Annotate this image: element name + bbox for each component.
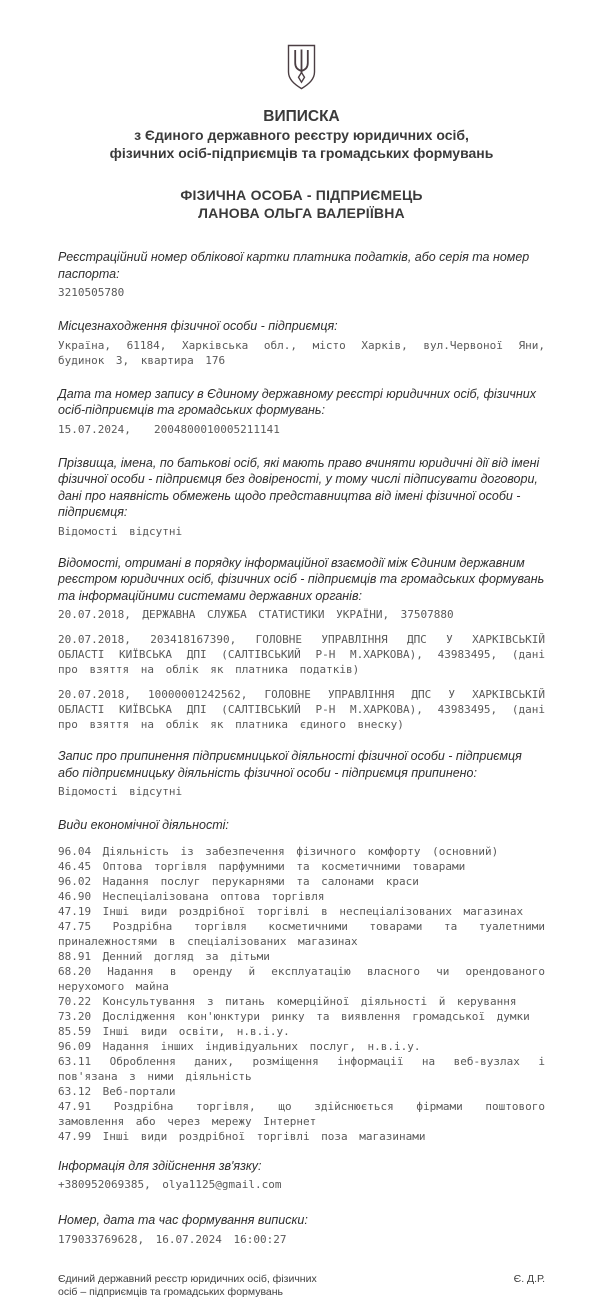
activity-item: 47.91 Роздрібна торгівля, що здійснюється фірмами поштового замовлення або через мережу Інтернет	[58, 1099, 545, 1128]
interagency-record: 20.07.2018, 10000001242562, ГОЛОВНЕ УПРАВЛІННЯ ДПС У ХАРКІВСЬКІЙ ОБЛАСТІ КИЇВСЬКА ДПІ (САЛТІВСЬКИЙ Р-Н М.ХАРКОВА), 43983495, (дані про взяття на облік як платника єдиного внеску)	[58, 688, 545, 731]
section-record-date-number	[58, 386, 545, 437]
section-tax-id	[58, 249, 545, 300]
activity-item: 70.22 Консультування з питань комерційної діяльності й керування	[58, 994, 517, 1008]
emblem-container	[58, 44, 545, 95]
activity-item: 88.91 Денний догляд за дітьми	[58, 949, 270, 963]
activity-item: 85.59 Інші види освіти, н.в.і.у.	[58, 1024, 290, 1038]
activity-item: 47.75 Роздрібна торгівля косметичними товарами та туалетними приналежностями в спеціалізованих магазинах	[58, 919, 545, 948]
contact-info-label: Інформація для здійснення зв'язку:	[58, 1158, 262, 1173]
record-date-value: 15.07.2024, 2004800010005211141	[58, 422, 280, 436]
record-date-label: Дата та номер запису в Єдиному державному реєстрі юридичних осіб, фізичних осіб-підприємців та громадських формувань:	[58, 386, 536, 417]
document-subtitle-line1: з Єдиного державного реєстру юридичних осіб,	[134, 127, 469, 143]
section-authorized-persons	[58, 455, 545, 539]
economic-activities-list	[58, 844, 545, 1144]
activity-item: 63.11 Оброблення даних, розміщення інформації на веб-вузлах і пов'язана з ними діяльність	[58, 1054, 545, 1083]
section-extract-number	[58, 1212, 545, 1247]
footer-registry-line2: осіб – підприємців та громадських формувань	[58, 1285, 284, 1298]
contact-info-value: +380952069385, olya1125@gmail.com	[58, 1178, 282, 1191]
authorized-persons-label: Прізвища, імена, по батькові осіб, які мають право вчиняти юридичні дії від імені фізичної особи - підприємця без довіреності, у тому числі підписувати договори, дані про наявність обмежень щодо представництва від імені фізичної особи - підприємця:	[58, 455, 540, 519]
extract-number-value: 179033769628, 16.07.2024 16:00:27	[58, 1232, 287, 1246]
document-footer	[58, 1273, 545, 1299]
economic-activities-label: Види економічної діяльності:	[58, 818, 229, 832]
activity-item: 68.20 Надання в оренду й експлуатацію власного чи орендованого нерухомого майна	[58, 964, 545, 993]
tax-id-value: 3210505780	[58, 286, 125, 299]
interagency-record: 20.07.2018, 203418167390, ГОЛОВНЕ УПРАВЛІННЯ ДПС У ХАРКІВСЬКІЙ ОБЛАСТІ КИЇВСЬКА ДПІ (САЛТІВСЬКИЙ Р-Н М.ХАРКОВА), 43983495, (дані про взяття на облік як платника податків)	[58, 633, 545, 676]
location-value: Україна, 61184, Харківська обл., місто Харків, вул.Червоної Яни, будинок 3, квартира 176	[58, 338, 545, 367]
entity-block	[58, 186, 545, 222]
document-subtitle-line2: фізичних осіб-підприємців та громадських формувань	[109, 145, 494, 161]
entity-type: ФІЗИЧНА ОСОБА - ПІДПРИЄМЕЦЬ	[180, 187, 423, 203]
footer-registry-name	[58, 1273, 317, 1299]
activity-item: 63.12 Веб-портали	[58, 1084, 176, 1098]
activity-item: 73.20 Дослідження кон'юнктури ринку та виявлення громадської думки	[58, 1009, 530, 1023]
activity-item: 47.99 Інші види роздрібної торгівлі поза магазинами	[58, 1129, 426, 1143]
interagency-record: 20.07.2018, ДЕРЖАВНА СЛУЖБА СТАТИСТИКИ УКРАЇНИ, 37507880	[58, 608, 454, 621]
extract-number-label: Номер, дата та час формування виписки:	[58, 1213, 308, 1227]
section-termination-record	[58, 748, 545, 799]
activity-item: 47.19 Інші види роздрібної торгівлі в неспеціалізованих магазинах	[58, 904, 524, 918]
document-title: ВИПИСКА	[263, 108, 340, 125]
location-label: Місцезнаходження фізичної особи - підприємця:	[58, 319, 338, 333]
section-economic-activities	[58, 817, 545, 1144]
footer-registry-abbreviation: Є. Д.Р.	[513, 1272, 545, 1285]
ukraine-trident-emblem	[286, 44, 317, 90]
termination-label: Запис про припинення підприємницької діяльності фізичної особи - підприємця або підприємницьку діяльність фізичної особи - підприємця припинено:	[58, 749, 522, 780]
entity-name: ЛАНОВА ОЛЬГА ВАЛЕРІЇВНА	[198, 205, 405, 221]
footer-registry-line1: Єдиний державний реєстр юридичних осіб, фізичних	[58, 1272, 317, 1285]
activity-item: 96.04 Діяльність із забезпечення фізичного комфорту (основний)	[58, 844, 499, 858]
termination-value: Відомості відсутні	[58, 785, 183, 798]
tax-id-label: Реєстраційний номер облікової картки платника податків, або серія та номер паспорта:	[58, 250, 530, 281]
section-location	[58, 318, 545, 368]
activity-item: 96.09 Надання інших індивідуальних послуг, н.в.і.у.	[58, 1039, 421, 1053]
authorized-persons-value: Відомості відсутні	[58, 524, 183, 538]
section-interagency-information	[58, 555, 545, 733]
interagency-label: Відомості, отримані в порядку інформаційної взаємодії між Єдиним державним реєстром юридичних осіб, фізичних осіб - підприємців та громадських формувань та інформаційними системами державних органів:	[58, 555, 545, 603]
activity-item: 46.45 Оптова торгівля парфумними та косметичними товарами	[58, 859, 466, 873]
activity-item: 96.02 Надання послуг перукарнями та салонами краси	[58, 874, 419, 888]
activity-item: 46.90 Неспеціалізована оптова торгівля	[58, 889, 325, 903]
section-contact-info	[58, 1158, 545, 1193]
